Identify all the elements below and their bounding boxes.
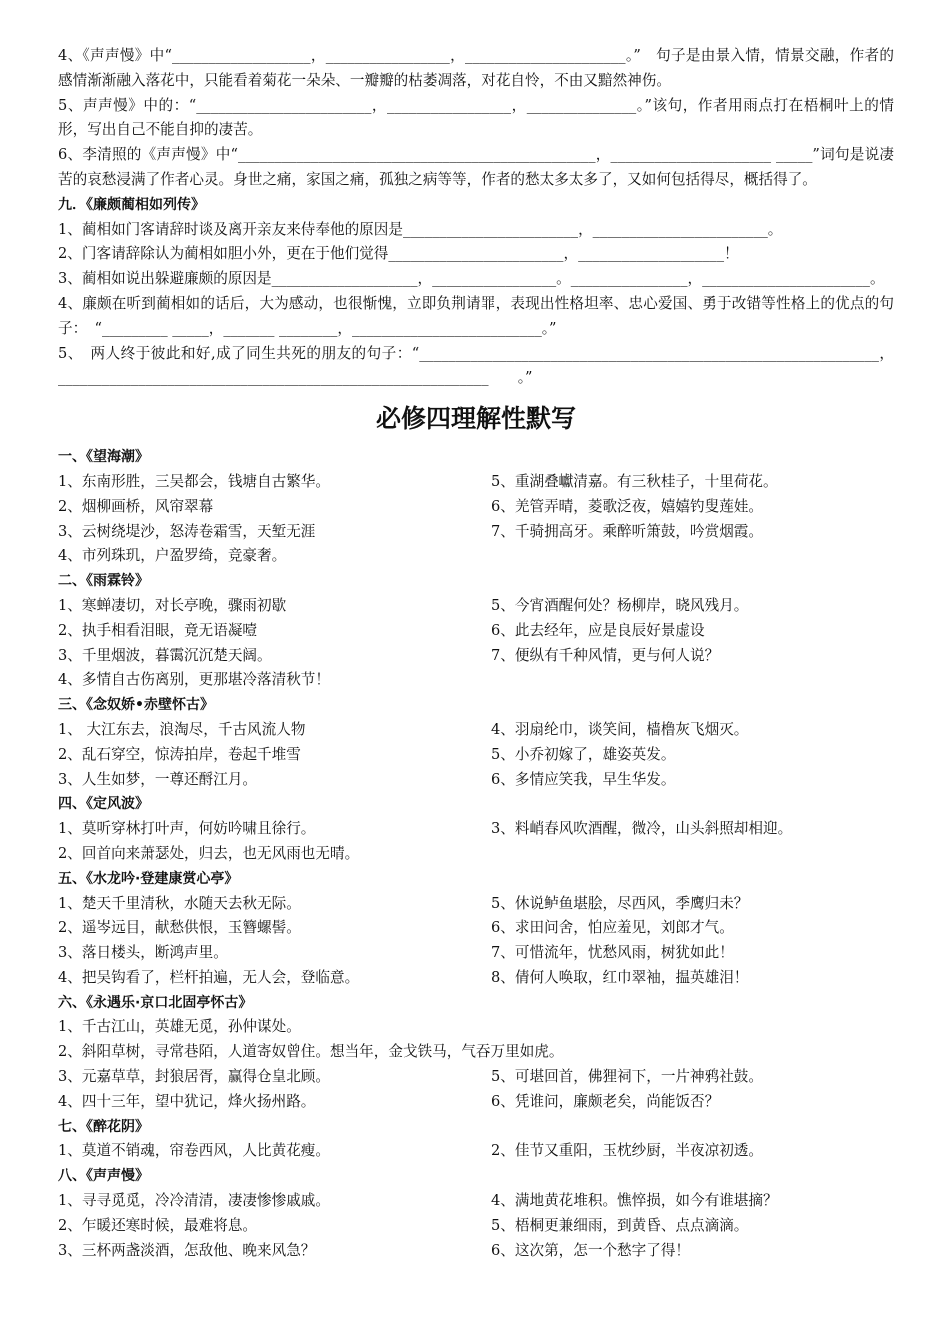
poem-line: 6、这次第，怎一个愁字了得！ bbox=[491, 1241, 691, 1259]
section-title: 一、《望海潮》 bbox=[58, 449, 149, 466]
poem-line: 5、重湖叠巘清嘉。有三秋桂子，十里荷花。 bbox=[491, 472, 778, 490]
question-4: 4、《声声慢》中“___________________，_________________，______________________。” 句子是由景入情，情景交融，作者的感情渐渐融入落花中，只能看着菊花一朵朵、一瓣瓣的枯萎凋落，对花自怜，不由又黯然神伤。 bbox=[58, 47, 894, 89]
line-row bbox=[58, 619, 894, 644]
poem-line bbox=[491, 1015, 894, 1040]
poem-line: 5、今宵酒醒何处？杨柳岸，晓风残月。 bbox=[491, 596, 749, 614]
poem-line: 4、四十三年，望中犹记，烽火扬州路。 bbox=[58, 1092, 316, 1110]
main-title: 必修四理解性默写 bbox=[375, 404, 576, 434]
section-title: 六、《永遇乐·京口北固亭怀古》 bbox=[58, 994, 253, 1011]
line-row bbox=[58, 1040, 894, 1065]
poem-line: 5、可堪回首，佛狸祠下，一片神鸦社鼓。 bbox=[491, 1068, 763, 1086]
poem-line: 2、乍暖还寒时候，最难将息。 bbox=[58, 1216, 258, 1234]
poem-line: 3、元嘉草草，封狼居胥，赢得仓皇北顾。 bbox=[58, 1068, 330, 1086]
poem-line: 1、 大江东去，浪淘尽，千古风流人物 bbox=[58, 720, 306, 738]
line-row bbox=[58, 1090, 894, 1115]
poem-line: 7、千骑拥高牙。乘醉听箫鼓，吟赏烟霞。 bbox=[491, 522, 763, 540]
poem-line: 5、小乔初嫁了，雄姿英发。 bbox=[491, 745, 676, 763]
poem-line: 2、乱石穿空，惊涛拍岸，卷起千堆雪 bbox=[58, 745, 301, 763]
poem-line bbox=[491, 544, 894, 569]
poem-line: 5、梧桐更兼细雨，到黄昏、点点滴滴。 bbox=[491, 1216, 749, 1234]
poem-line: 2、回首向来萧瑟处，归去，也无风雨也无晴。 bbox=[58, 844, 360, 862]
poem-sections bbox=[58, 445, 894, 1263]
section-title: 二、《雨霖铃》 bbox=[58, 573, 149, 590]
poem-line: 2、斜阳草树，寻常巷陌，人道寄奴曾住。想当年，金戈铁马，气吞万里如虎。 bbox=[58, 1043, 564, 1061]
question-6: 6、李清照的《声声慢》中“_________________________________________________，______________________ _____”词句是说凄苦的哀愁浸满了作者心灵。身世之痛，家国之痛，孤独之病等等，作者的愁太多太多了，又如何包括得尽，概括得了。 bbox=[58, 146, 894, 188]
document-page bbox=[58, 44, 894, 1263]
poem-line: 4、羽扇纶巾，谈笑间，樯橹灰飞烟灭。 bbox=[491, 720, 749, 738]
s9-question-2: 2、门客请辞除认为蔺相如胆小外，更在于他们觉得________________________，____________________！ bbox=[58, 245, 739, 263]
poem-line: 4、把吴钩看了，栏杆拍遍，无人会，登临意。 bbox=[58, 968, 360, 986]
line-row bbox=[58, 668, 894, 693]
poem-line: 7、可惜流年，忧愁风雨，树犹如此！ bbox=[491, 944, 734, 962]
line-row bbox=[58, 718, 894, 743]
line-row bbox=[58, 941, 894, 966]
line-row bbox=[58, 1065, 894, 1090]
fill-in-section-8 bbox=[58, 44, 894, 193]
line-row bbox=[58, 1239, 894, 1264]
section-title: 七、《醉花阴》 bbox=[58, 1118, 149, 1135]
poem-line bbox=[491, 842, 894, 867]
poem-line: 4、满地黄花堆积。憔悴损，如今有谁堪摘？ bbox=[491, 1192, 778, 1210]
poem-line: 1、楚天千里清秋，水随天去秋无际。 bbox=[58, 894, 301, 912]
line-row bbox=[58, 842, 894, 867]
poem-line: 4、多情自古伤离别，更那堪冷落清秋节！ bbox=[58, 671, 330, 689]
poem-line: 3、落日楼头，断鸿声里。 bbox=[58, 944, 228, 962]
poem-line: 1、寒蝉凄切，对长亭晚，骤雨初歇 bbox=[58, 596, 287, 614]
line-row bbox=[58, 644, 894, 669]
line-row bbox=[58, 743, 894, 768]
line-row bbox=[58, 495, 894, 520]
poem-line: 2、烟柳画桥，风帘翠幕 bbox=[58, 497, 214, 515]
poem-line bbox=[491, 668, 894, 693]
poem-line: 1、莫道不销魂，帘卷西风，人比黄花瘦。 bbox=[58, 1142, 330, 1160]
poem-line: 6、羌管弄晴，菱歌泛夜，嬉嬉钓叟莲娃。 bbox=[491, 497, 763, 515]
s9-question-3: 3、蔺相如说出躲避廉颇的原因是____________________，_________________。________________，_______________________。 bbox=[58, 270, 885, 288]
line-row bbox=[58, 1015, 894, 1040]
line-row bbox=[58, 966, 894, 991]
poem-line: 6、凭谁问，廉颇老矣，尚能饭否？ bbox=[491, 1092, 720, 1110]
poem-line: 3、云树绕堤沙，怒涛卷霜雪，天堑无涯 bbox=[58, 522, 316, 540]
poem-line: 2、佳节又重阳，玉枕纱厨，半夜凉初透。 bbox=[491, 1142, 763, 1160]
line-row bbox=[58, 892, 894, 917]
line-row bbox=[58, 520, 894, 545]
s9-question-4: 4、廉颇在听到蔺相如的话后，大为感动，也很惭愧，立即负荆请罪，表现出性格坦率、忠心爱国、勇于改错等性格上的优点的句子： “_________ _____，_______ ________，__________________________。” bbox=[58, 294, 894, 337]
poem-line: 1、莫听穿林打叶声，何妨吟啸且徐行。 bbox=[58, 820, 316, 838]
line-row bbox=[58, 916, 894, 941]
line-row bbox=[58, 817, 894, 842]
question-5: 5、声声慢》中的：“________________________，_________________，_______________。”该句，作者用雨点打在梧桐叶上的情形，写出自己不能自抑的凄苦。 bbox=[58, 96, 894, 139]
line-row bbox=[58, 768, 894, 793]
line-row bbox=[58, 544, 894, 569]
section-9-title: 九．《廉颇蔺相如列传》 bbox=[58, 196, 205, 213]
fill-in-section-9 bbox=[58, 218, 894, 392]
section-title: 八、《声声慢》 bbox=[58, 1168, 149, 1185]
section-title: 五、《水龙吟·登建康赏心亭》 bbox=[58, 870, 239, 887]
poem-line: 6、此去经年，应是良辰好景虚设 bbox=[491, 621, 705, 639]
line-row bbox=[58, 594, 894, 619]
poem-line: 6、多情应笑我，早生华发。 bbox=[491, 770, 676, 788]
poem-line: 3、料峭春风吹酒醒，微冷，山头斜照却相迎。 bbox=[491, 820, 793, 838]
poem-line: 1、东南形胜，三吴都会，钱塘自古繁华。 bbox=[58, 472, 330, 490]
poem-line: 4、市列珠玑，户盈罗绮，竞豪奢。 bbox=[58, 547, 287, 565]
poem-line: 3、千里烟波，暮霭沉沉楚天阔。 bbox=[58, 646, 272, 664]
poem-line: 7、便纵有千种风情，更与何人说？ bbox=[491, 646, 720, 664]
section-title: 三、《念奴娇•赤壁怀古》 bbox=[58, 697, 214, 714]
line-row bbox=[58, 1214, 894, 1239]
poem-line: 3、人生如梦，一尊还酹江月。 bbox=[58, 770, 258, 788]
line-row bbox=[58, 470, 894, 495]
poem-line: 1、千古江山，英雄无觅，孙仲谋处。 bbox=[58, 1018, 301, 1036]
s9-question-1: 1、蔺相如门客请辞时谈及离开亲友来侍奉他的原因是________________________，________________________。 bbox=[58, 220, 783, 238]
poem-line: 2、执手相看泪眼，竟无语凝噎 bbox=[58, 621, 258, 639]
poem-line: 5、休说鲈鱼堪脍，尽西风，季鹰归未？ bbox=[491, 894, 749, 912]
line-row bbox=[58, 1189, 894, 1214]
poem-line: 1、寻寻觅觅，冷冷清清，凄凄惨惨戚戚。 bbox=[58, 1192, 330, 1210]
poem-line: 6、求田问舍，怕应羞见，刘郎才气。 bbox=[491, 919, 734, 937]
line-row bbox=[58, 1139, 894, 1164]
s9-question-5: 5、 两人终于彼此和好,成了同生共死的朋友的句子：“_______________________________________________________________，___________________________________________________________ 。” bbox=[58, 344, 894, 387]
section-title: 四、《定风波》 bbox=[58, 796, 149, 813]
poem-line: 8、倩何人唤取，红巾翠袖，揾英雄泪！ bbox=[491, 968, 749, 986]
poem-line: 3、三杯两盏淡酒，怎敌他、晚来风急？ bbox=[58, 1241, 316, 1259]
poem-line: 2、遥岑远目，献愁供恨，玉簪螺髻。 bbox=[58, 919, 301, 937]
